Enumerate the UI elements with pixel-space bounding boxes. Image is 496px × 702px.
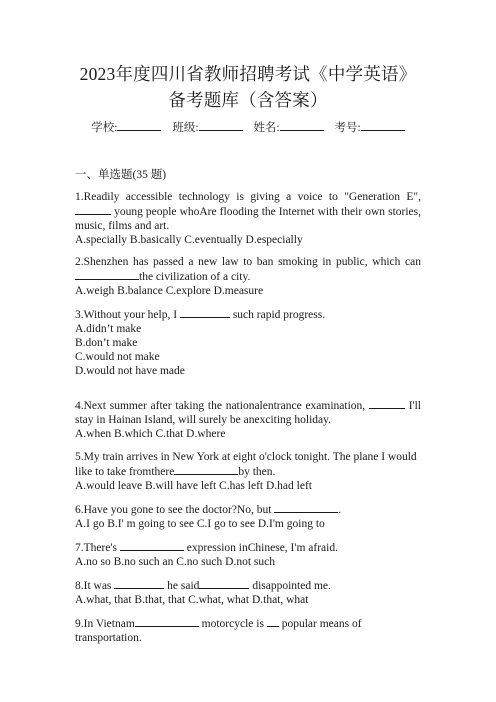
stem-text: such rapid progress. [232,309,326,321]
question-options: A.would leave B.will have left C.has left D.had left [75,480,312,492]
stem-text: 8.It was [75,580,112,592]
option-c: C.would not make [75,351,160,363]
answer-blank [369,398,405,409]
option-a: A.didn’t make [75,323,142,335]
question-5 [75,450,421,493]
question-stem [75,502,421,517]
answer-blank [267,616,279,627]
stem-text: the civilization of a city. [139,271,251,283]
stem-text: 5.My train arrives in New York at eight o'clock tonight. The plane I would like to take fromthere [75,451,417,478]
question-stem [75,190,421,233]
id-label: 考号: [334,122,361,134]
question-options: A.I go B.I' m going to see C.I go to see D.I'm going to [75,518,325,530]
stem-text: 6.Have you gone to see the doctor?No, but [75,504,272,516]
stem-text: 4.Next summer after taking the nationalentrance examination, [75,400,366,412]
answer-blank [199,578,249,589]
stem-text: popular means of transportation. [75,618,362,644]
stem-text: 1.Readily accessible technology is giving a voice to "Generation E", [75,191,421,203]
question-4 [75,398,421,441]
question-stem [75,255,421,284]
question-stem [75,578,421,593]
question-8 [75,578,421,607]
stem-text: disappointed me. [252,580,331,592]
stem-text: young people whoAre flooding the Internet with their own stories, music, films and art. [75,206,422,232]
class-label: 班级: [172,122,199,134]
question-stem [75,540,421,555]
class-blank [199,120,243,131]
question-stem [75,450,421,479]
school-blank [117,120,161,131]
stem-text: 7.There's [75,542,117,554]
stem-text: I'll [408,400,421,412]
question-9 [75,616,421,645]
name-label: 姓名: [253,122,280,134]
document-title: 2023年度四川省教师招聘考试《中学英语》 [79,64,417,84]
stem-text: stay in Hainan Island, will surely be anexciting holiday. [75,414,332,426]
question-options: A.what, that B.that, that C.what, what D.that, what [75,594,309,606]
answer-blank [75,204,111,215]
question-options: A.specially B.basically C.eventually D.especially [75,234,303,246]
question-options: A.no so B.no such an C.no such D.not such [75,556,275,568]
question-6 [75,502,421,531]
stem-text: expression inChinese, I'm afraid. [186,542,338,554]
name-blank [280,120,324,131]
answer-blank [274,502,338,513]
question-2 [75,255,421,298]
stem-text: he said [167,580,200,592]
school-label: 学校: [91,122,118,134]
question-1 [75,190,421,247]
stem-text: 9.In Vietnam [75,618,135,630]
answer-blank [174,464,238,475]
answer-blank [120,540,184,551]
option-d: D.would not have made [75,365,185,377]
section-heading: 一、单选题(35 题) [75,169,167,181]
stem-text: motorcycle is [201,618,264,630]
student-info-line [0,120,496,135]
question-stem [75,616,421,645]
question-stem [75,398,421,427]
stem-text: . [338,504,342,516]
id-blank [361,120,405,131]
question-options: A.weigh B.balance C.explore D.measure [75,285,264,297]
question-stem [75,307,421,322]
answer-blank [180,307,230,318]
class-field [172,122,242,134]
question-7 [75,540,421,569]
question-3 [75,307,421,378]
answer-blank [114,578,164,589]
answer-blank [75,269,139,280]
school-field [91,122,161,134]
id-field [335,122,405,134]
question-options: A.when B.which C.that D.where [75,428,226,440]
stem-text: by then. [238,466,276,478]
option-b: B.don’t make [75,337,138,349]
answer-blank [135,616,199,627]
document-subtitle: 备考题库（含答案） [168,90,328,110]
name-field [253,122,323,134]
stem-text: 3.Without your help, I [75,309,178,321]
stem-text: 2.Shenzhen has passed a new law to ban smoking in public, which can [75,256,421,268]
